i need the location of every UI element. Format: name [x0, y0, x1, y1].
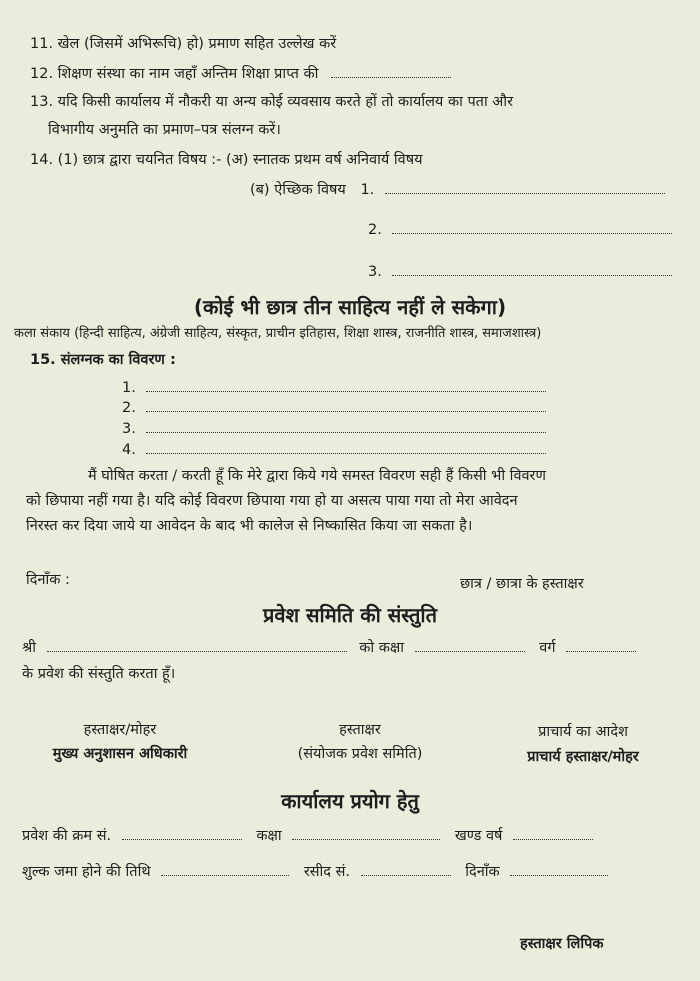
declaration-line-2: को छिपाया नहीं गया है। यदि कोई विवरण छिपाया गया हो या असत्य पाया गया तो मेरा आवेदन	[26, 493, 518, 509]
attachments-title: 15. संलग्नक का विवरण :	[30, 352, 176, 368]
shri-label: श्री	[22, 640, 37, 656]
item-13-line1: 13. यदि किसी कार्यालय में नौकरी या अन्य कोई व्यवसाय करते हों तो कार्यालय का पता और	[30, 94, 514, 110]
item-12-blank[interactable]	[331, 66, 451, 78]
declaration-line-3: निरस्त कर दिया जाये या आवेदन के बाद भी कालेज से निष्कासित किया जा सकता है।	[26, 518, 473, 534]
item-12-label: 12. शिक्षण संस्था का नाम जहाँ अन्तिम शिक्षा प्राप्त की	[30, 66, 319, 82]
item-13-line2: विभागीय अनुमति का प्रमाण–पत्र संलग्न करें।	[48, 122, 281, 138]
category-label: वर्ग	[539, 640, 556, 656]
item-14: 14. (1) छात्र द्वारा चयनित विषय :- (अ) स्नातक प्रथम वर्ष अनिवार्य विषय	[30, 152, 423, 168]
elective-3-blank[interactable]	[392, 264, 672, 276]
elective-3-number: 3.	[368, 264, 382, 280]
attachment-4-blank[interactable]	[146, 442, 546, 454]
office-use-heading: कार्यालय प्रयोग हेतु	[281, 789, 419, 813]
attachment-1-blank[interactable]	[146, 380, 546, 392]
elective-1-number: 1.	[360, 182, 375, 198]
fee-date-blank[interactable]	[161, 864, 289, 876]
date-label: दिनाँक :	[26, 572, 70, 588]
fee-date-label: शुल्क जमा होने की तिथि	[22, 864, 151, 880]
class-label: को कक्षा	[359, 640, 405, 656]
elective-2	[368, 220, 672, 240]
office-row-1	[22, 826, 593, 846]
elective-2-number: 2.	[368, 222, 382, 238]
elective-subjects	[250, 180, 665, 200]
elective-label: (ब) ऐच्छिक विषय	[250, 182, 346, 198]
admission-serial-label: प्रवेश की क्रम सं.	[22, 828, 112, 844]
attachment-3-blank[interactable]	[146, 421, 546, 433]
sign-stamp-label: हस्ताक्षर/मोहर	[83, 722, 157, 738]
office-date-label: दिनाँक	[465, 864, 500, 880]
item-12	[30, 64, 451, 84]
attachment-2-blank[interactable]	[146, 400, 546, 412]
attachment-4-number: 4.	[122, 442, 136, 458]
attachment-4	[122, 440, 546, 460]
category-blank[interactable]	[566, 640, 636, 652]
section-year-label: खण्ड वर्ष	[454, 828, 503, 844]
arts-faculty-subjects: कला संकाय (हिन्दी साहित्य, अंग्रेजी साहित्य, संस्कृत, प्राचीन इतिहास, शिक्षा शास्त्र, राजनीति शास्त्र, समाजशास्त्र)	[14, 326, 542, 341]
committee-heading: प्रवेश समिति की संस्तुति	[262, 603, 438, 627]
convener-label: (संयोजक प्रवेश समिति)	[297, 746, 423, 762]
attachment-2	[122, 398, 546, 418]
office-class-label: कक्षा	[256, 828, 282, 844]
principal-sign-label: प्राचार्य हस्ताक्षर/मोहर	[527, 749, 639, 765]
three-literature-note: (कोई भी छात्र तीन साहित्य नहीं ले सकेगा)	[193, 295, 507, 319]
item-11: 11. खेल (जिसमें अभिरूचि) हो) प्रमाण सहित उल्लेख करें	[30, 36, 337, 52]
office-row-2	[22, 862, 608, 882]
elective-3	[368, 262, 672, 282]
attachment-1-number: 1.	[122, 380, 136, 396]
chief-proctor-label: मुख्य अनुशासन अधिकारी	[52, 746, 188, 762]
section-year-blank[interactable]	[513, 828, 593, 840]
office-date-blank[interactable]	[510, 864, 608, 876]
clerk-signature-label: हस्ताक्षर लिपिक	[520, 936, 604, 952]
office-class-blank[interactable]	[292, 828, 440, 840]
receipt-blank[interactable]	[361, 864, 451, 876]
class-blank[interactable]	[415, 640, 525, 652]
receipt-label: रसीद सं.	[303, 864, 351, 880]
recommend-text: के प्रवेश की संस्तुति करता हूँ।	[22, 666, 176, 682]
convener-sign-label: हस्ताक्षर	[339, 722, 381, 738]
admission-serial-blank[interactable]	[122, 828, 242, 840]
principal-order-label: प्राचार्य का आदेश	[538, 724, 628, 740]
attachment-2-number: 2.	[122, 400, 136, 416]
declaration-line-1: मैं घोषित करता / करती हूँ कि मेरे द्वारा किये गये समस्त विवरण सही हैं किसी भी विवरण	[88, 468, 546, 484]
recommendation-row	[22, 638, 636, 658]
attachment-3	[122, 419, 546, 439]
attachment-1	[122, 378, 546, 398]
elective-1-blank[interactable]	[385, 182, 665, 194]
candidate-name-blank[interactable]	[47, 640, 347, 652]
elective-2-blank[interactable]	[392, 222, 672, 234]
attachment-3-number: 3.	[122, 421, 136, 437]
student-signature-label: छात्र / छात्रा के हस्ताक्षर	[460, 576, 584, 592]
